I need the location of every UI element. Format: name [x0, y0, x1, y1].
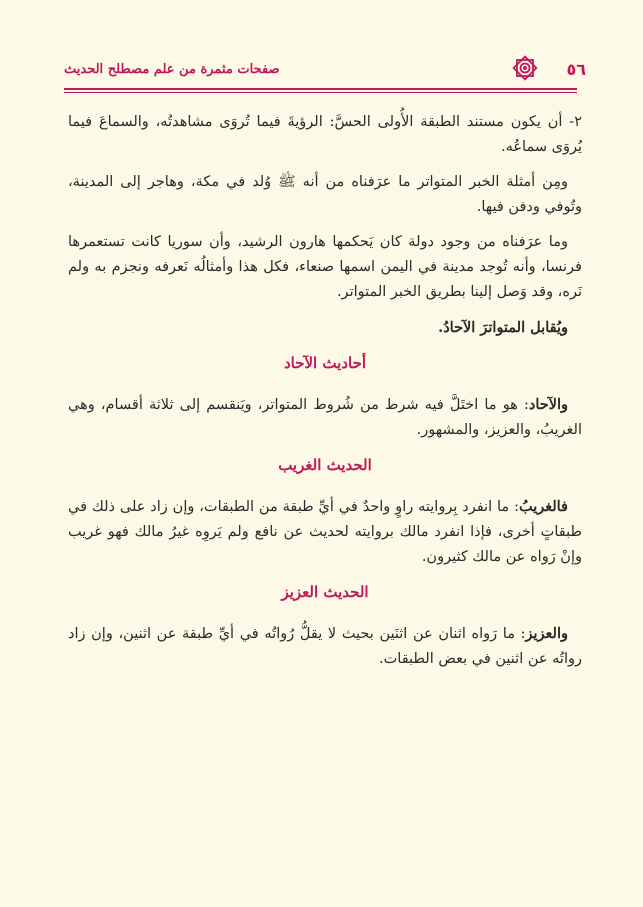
page-header — [64, 48, 586, 90]
term-aziz: والعزيز — [525, 625, 568, 642]
heading-gharib: الحديث الغريب — [278, 456, 372, 474]
paragraph-opposite — [68, 315, 582, 341]
page-body — [68, 110, 582, 682]
header-rule — [64, 88, 577, 90]
definition-gharib: : ما انفرد بِروايته راوٍ واحدٌ في أيِّ طبقة من الطبقات، وإن زاد على ذلك في طبقاتٍ أخرى، فإذا انفرد مالك بروايته لحديث عن نافع ولم يَروِه غيرُ مالك فهو غريب وإنْ رَواه عن مالك كثيرون. — [68, 499, 582, 565]
term-gharib: فالغريبُ — [518, 498, 568, 515]
paragraph-opposite-text: ويُقابل المتواترَ الآحادُ. — [438, 319, 568, 336]
heading-ahad: أحاديث الآحاد — [283, 354, 367, 372]
header-rule-secondary — [64, 92, 577, 93]
paragraph-ahad — [68, 392, 582, 443]
paragraph-example-prophet: ومِن أمثلة الخبر المتواتر ما عرَفناه من أنه ﷺ وُلد في مكة، وهاجر إلى المدينة، وتُوفي ودفن فيها. — [68, 174, 582, 215]
paragraph-aziz — [68, 621, 582, 672]
heading-aziz: الحديث العزيز — [281, 583, 369, 601]
paragraph-condition: ٢- أن يكون مستند الطبقة الأُولى الحسَّ: الرؤيةَ فيما تُروَى مشاهدتُه، والسماعَ فيما يُروَى سماعُه. — [68, 114, 582, 155]
definition-ahad: : هو ما اختَلَّ فيه شرط من شُروط المتواتر، ويَنقسم إلى ثلاثة أقسام، وهي الغريبُ، والعزيز، والمشهور. — [68, 397, 582, 438]
page-number: ٥٦ — [566, 60, 586, 79]
running-title: صفحات مثمرة من علم مصطلح الحديث — [64, 62, 280, 77]
definition-aziz: : ما رَواه اثنان عن اثنَين بحيث لا يقلُّ رُواتُه في أيِّ طبقة عن اثنين، وإن زاد رواتُه عن اثنين في بعض الطبقات. — [68, 626, 582, 667]
term-ahad: والآحاد — [528, 396, 568, 413]
eight-point-star-icon — [509, 52, 541, 84]
paragraph-gharib — [68, 494, 582, 570]
paragraph-example-history: وما عرَفناه من وجود دولة كان يَحكمها هارون الرشيد، وأن سوريا كانت تستعمرها فرنسا، وأنه تُوجد مدينة في اليمن اسمها صنعاء، فكل هذا وأمثالُه نَعرفه ونجزم به ولم نَره، وقد وَصل إلينا بطريق الخبر المتواتر. — [68, 234, 582, 300]
